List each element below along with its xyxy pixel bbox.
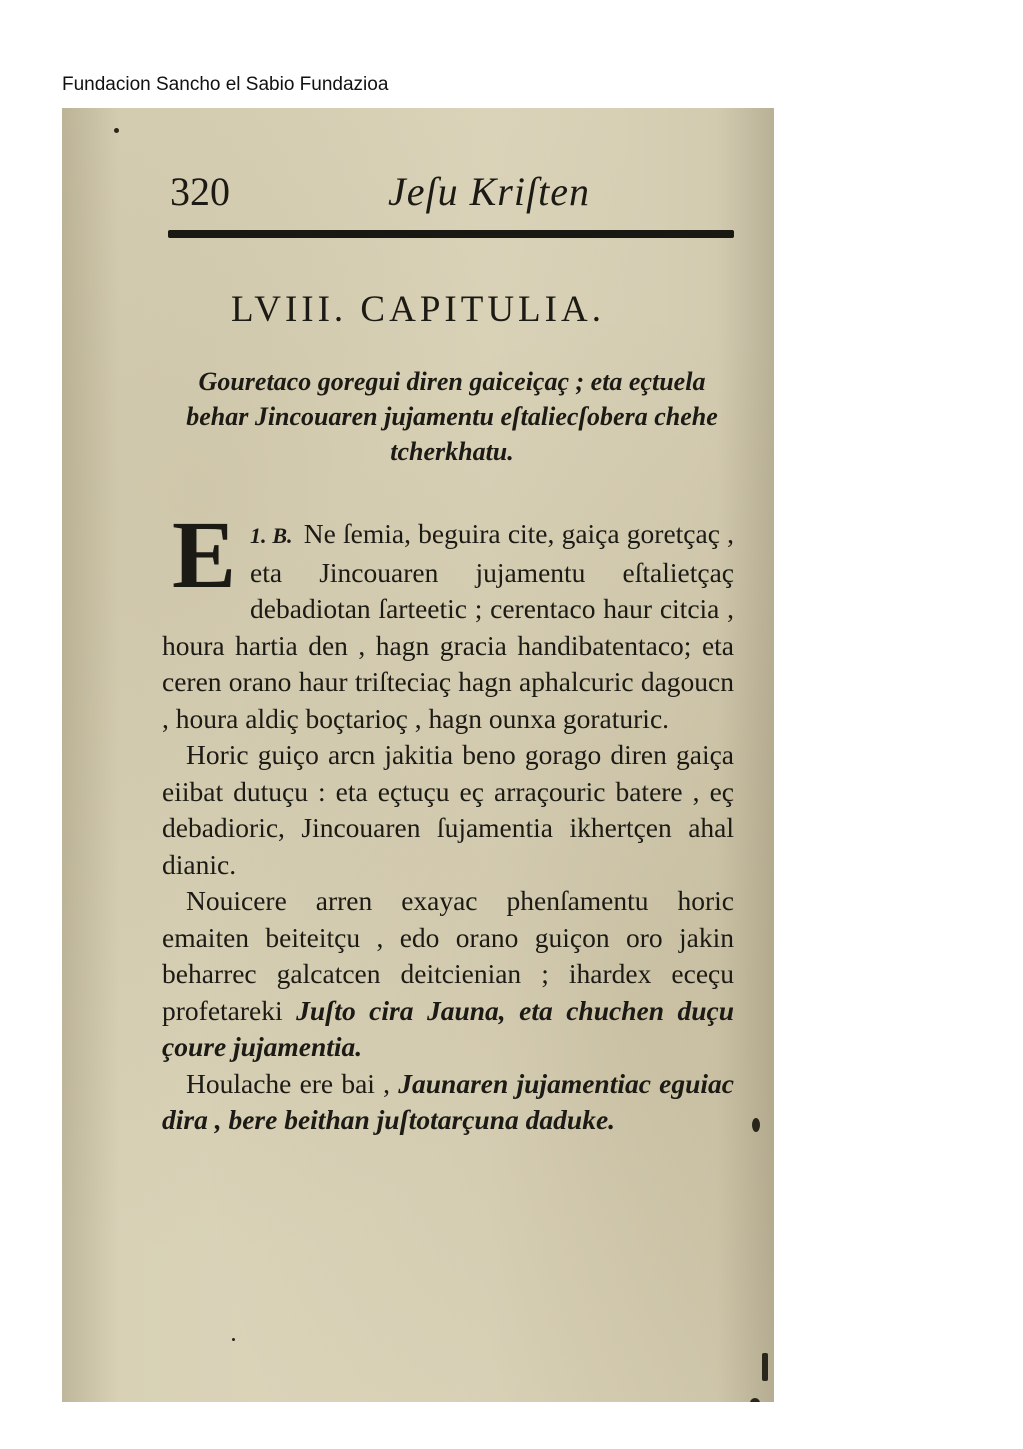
- running-head: [170, 168, 730, 222]
- paragraph-1: [162, 501, 734, 737]
- paragraph-4-text: Houlache ere bai ,: [186, 1067, 391, 1099]
- paragraph-2: Horic guiço arcn jakitia beno gorago diren gaiça eiibat dutuçu : eta eçtuçu eç arraçouric batere , eç debadioric, Jincouaren ſujamentia ikhertçen ahal dianic.: [162, 739, 734, 880]
- page-number: 320: [170, 169, 230, 214]
- paragraph-1-text: Ne ſemia, beguira cite, gaiça goretçaç , eta Jincouaren jujamentu eſtalietçaç debadiotan ſarteetic ; cerentaco haur citcia , houra hartia den , hagn gracia handibatentaco; eta ceren orano haur triſteciaç hagn aphalcuric dagoucn , houra aldiç boçtarioç , hagn ounxa goraturic.: [162, 518, 734, 734]
- paragraph-3-text: Nouicere arren exayac phenſamentu horic emaiten beiteitçu , edo orano guiçon oro jakin beharrec galcatcen deitcienian ; ihardex eceçu profetareki: [162, 885, 734, 1026]
- paragraph-3: [162, 883, 734, 1066]
- latin-quote-2: Jaunaren jujamentiac eguiac dira , bere beithan juſtotarçuna daduke.: [162, 1067, 734, 1135]
- body-text: [162, 501, 735, 1139]
- chapter-summary: Gouretaco goregui diren gaiceiçaç ; eta eçtuela behar Jincouaren jujamentu eſtaliecſobera chehe tcherkhatu.: [186, 367, 718, 466]
- dropcap-letter: E: [172, 501, 237, 608]
- archive-caption: Fundacion Sancho el Sabio Fundazioa: [62, 74, 389, 95]
- chapter-title: LVIII. CAPITULIA.: [231, 289, 605, 330]
- verse-mark: 1. B.: [250, 523, 293, 548]
- latin-quote-1: Juſto cira Jauna, eta chuchen duçu çoure jujamentia.: [162, 994, 735, 1062]
- scanned-page: [62, 108, 774, 1402]
- head-rule: [168, 230, 734, 238]
- running-title: Jeſu Kriſten: [388, 169, 590, 214]
- paragraph-4: [162, 1066, 734, 1139]
